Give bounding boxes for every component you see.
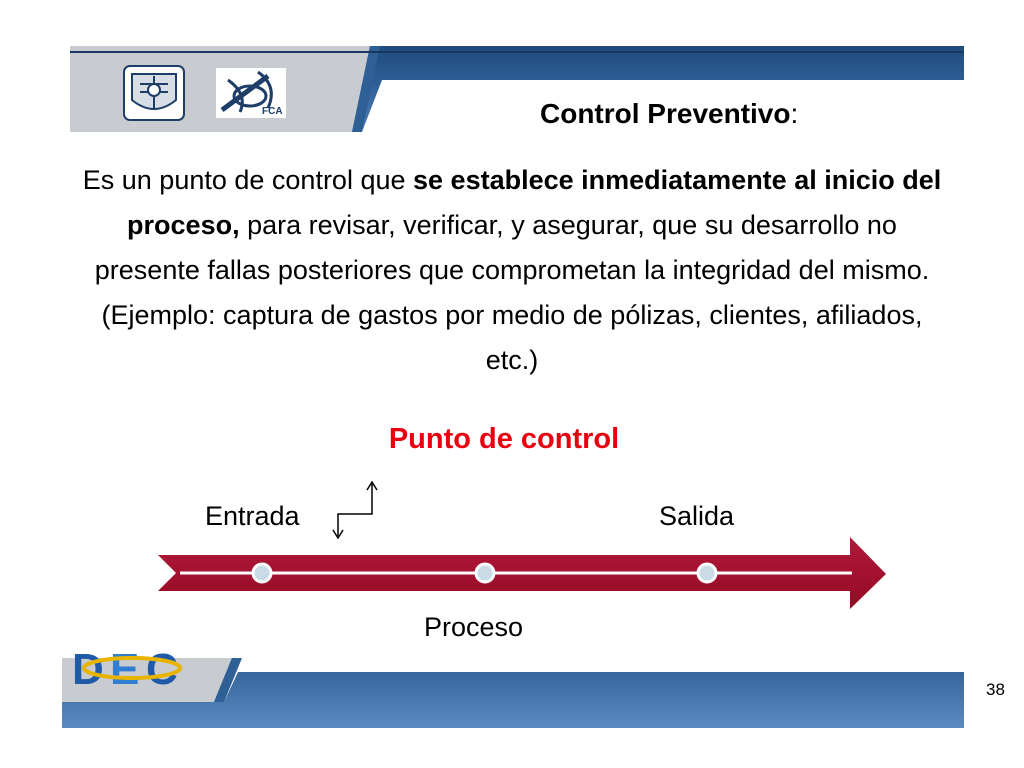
control-point-label: Punto de control: [388, 423, 620, 455]
svg-text:FCA: FCA: [262, 106, 283, 117]
svg-text:D: D: [72, 645, 104, 694]
process-node: [476, 564, 494, 582]
svg-text:E: E: [110, 645, 140, 694]
input-label: Entrada: [205, 501, 300, 531]
definition-text: Es un punto de control que se establece inmediatamente al inicio del proceso, para revisar, verificar, y asegurar, que su desarrollo no presente fallas posteriores que comprometan la integridad del mismo. (Ejemplo: captura de gastos por medio de pólizas, clientes, afiliados, etc.): [82, 165, 942, 375]
process-node: [698, 564, 716, 582]
definition-emphasis: se establece inmediatamente al inicio del proceso,: [127, 165, 942, 240]
slide-title: Control Preventivo:: [540, 98, 799, 129]
process-node: [253, 564, 271, 582]
unam-seal-icon: [124, 66, 184, 120]
header-logos: [118, 60, 298, 124]
page-number: 38: [986, 680, 1005, 699]
dec-logo-icon: [70, 640, 196, 694]
process-arrow: [150, 535, 890, 613]
process-label: Proceso: [424, 612, 524, 642]
footer-band: [62, 658, 964, 728]
bracket-arrow-icon: [326, 478, 380, 540]
svg-text:C: C: [146, 645, 178, 694]
output-label: Salida: [659, 501, 735, 531]
fca-faculty-icon: [216, 68, 286, 118]
